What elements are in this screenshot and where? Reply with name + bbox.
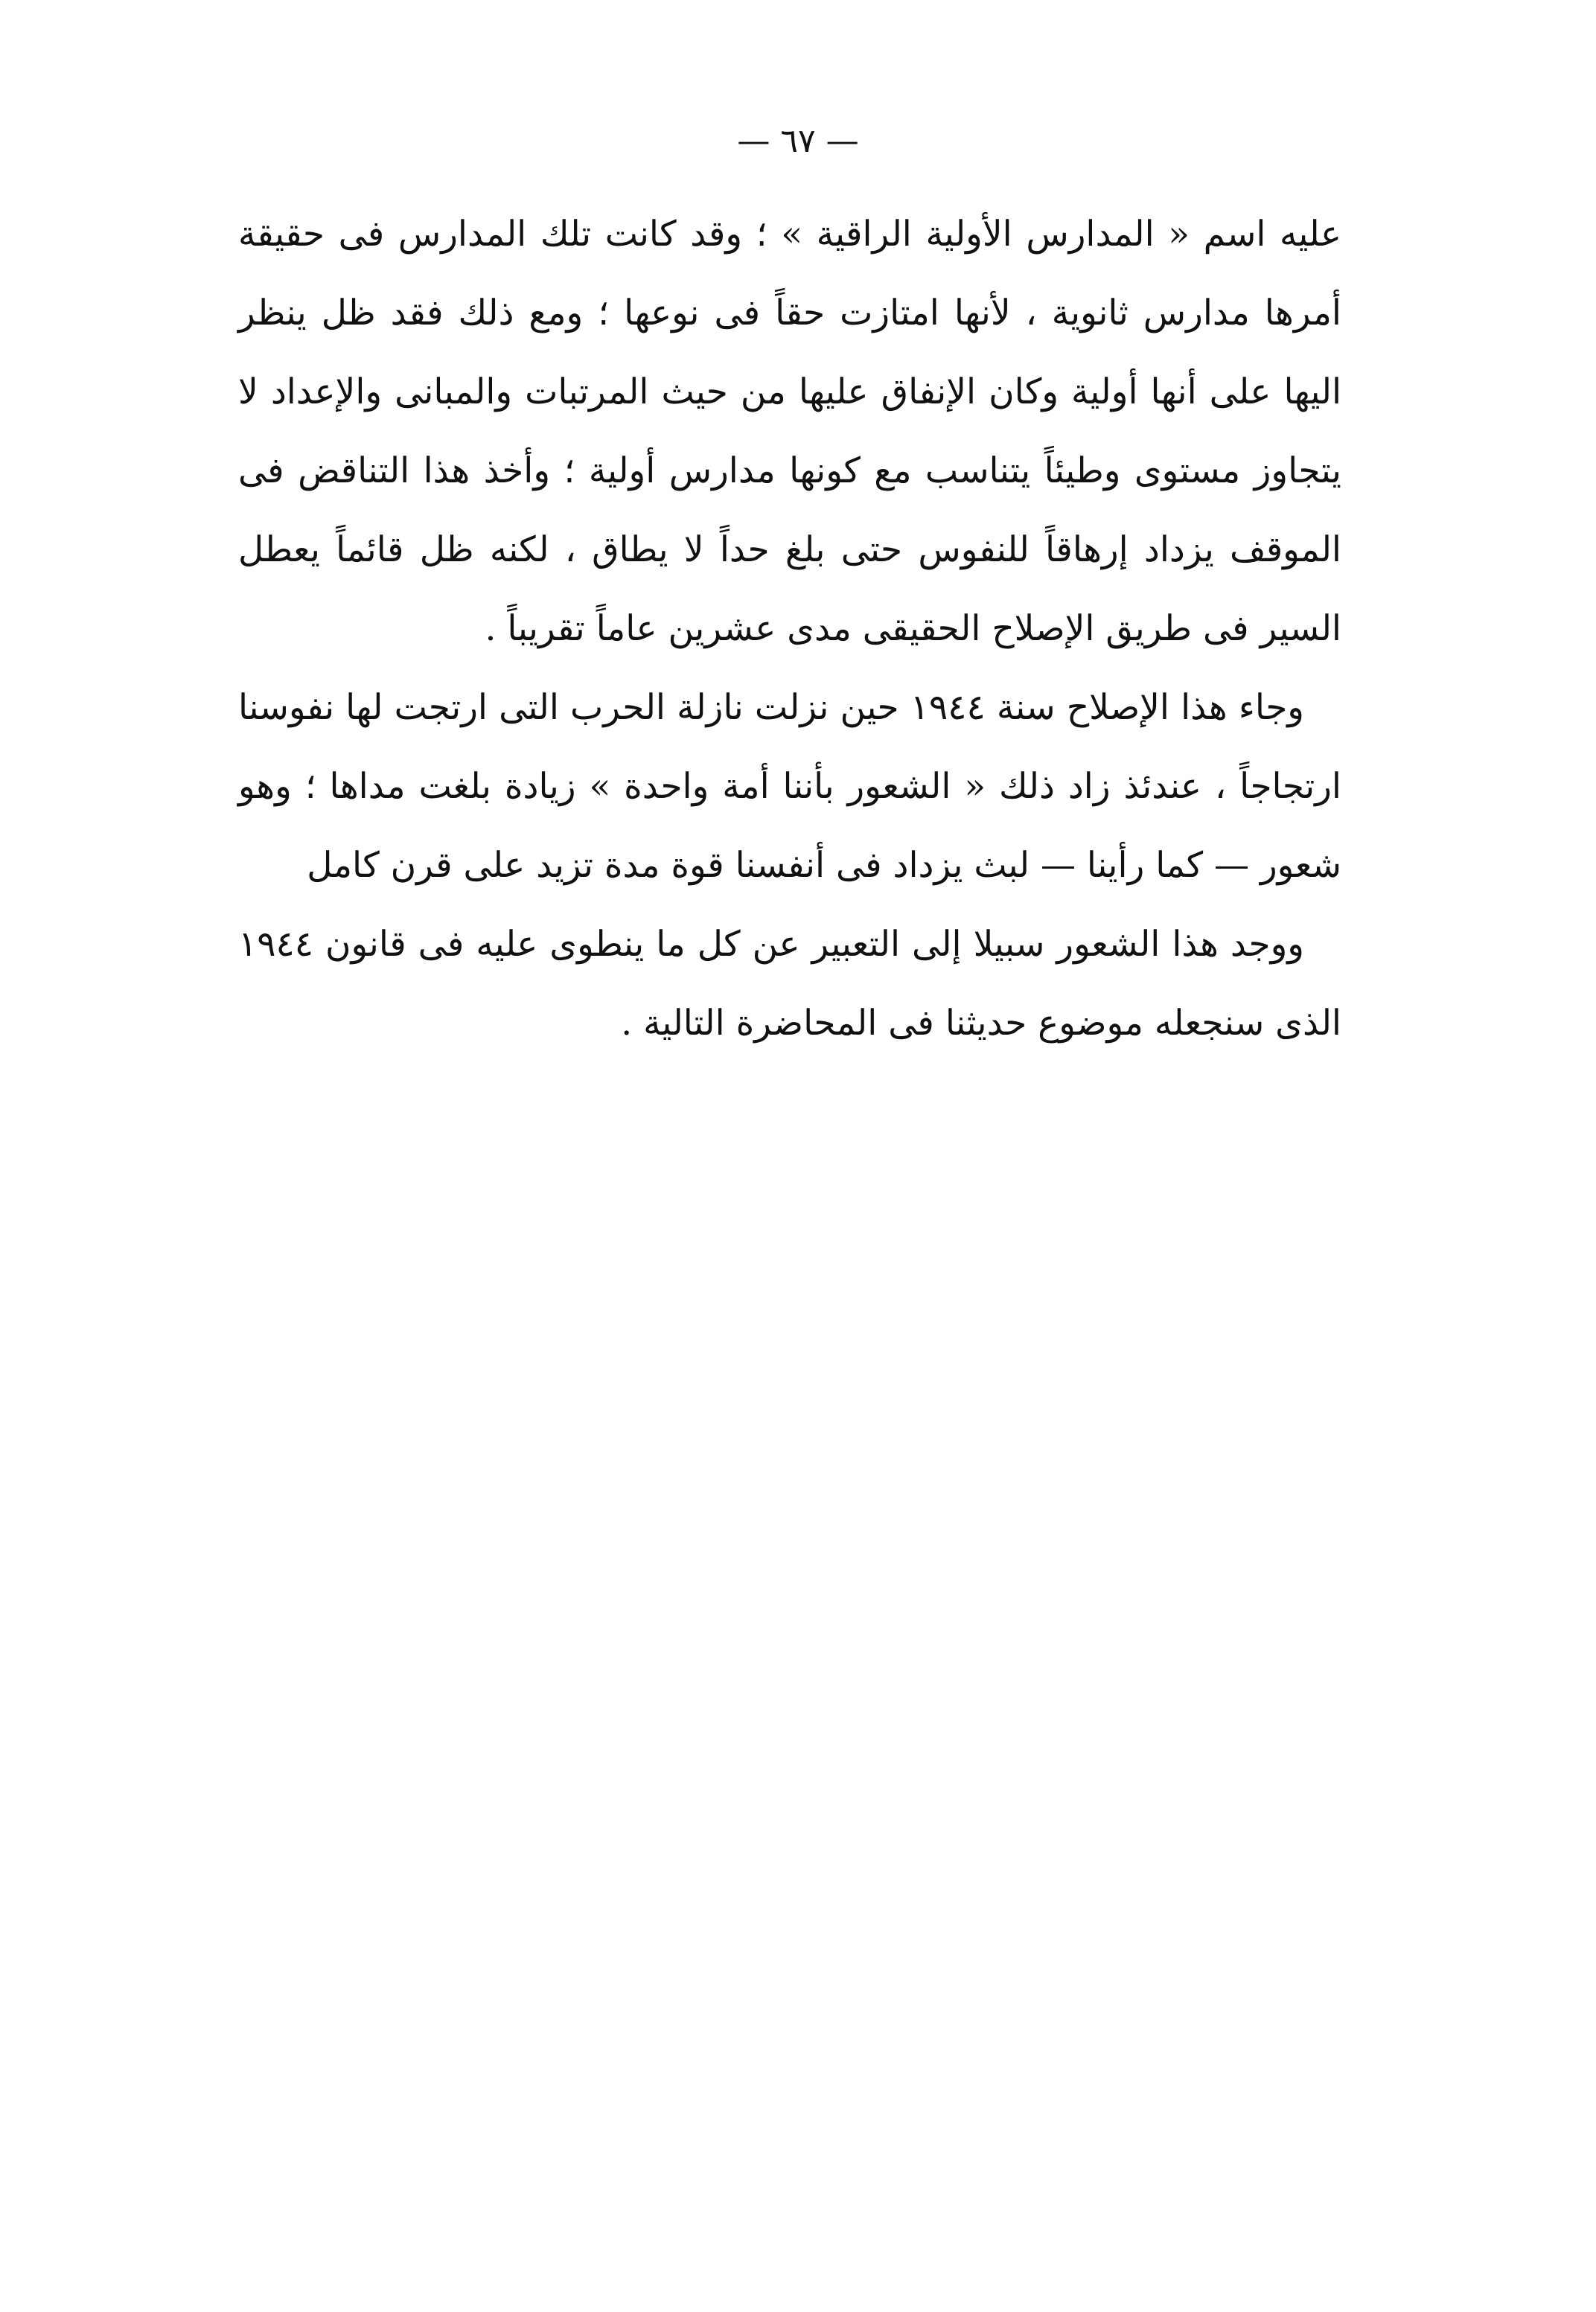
paragraph-2: وجاء هذا الإصلاح سنة ١٩٤٤ حين نزلت نازلة الحرب التى ارتجت لها نفوسنا ارتجاجاً ، عندئذ زاد ذلك « الشعور بأننا أمة واحدة » زيادة بلغت مداها ؛ وهو شعور — كما رأينا — لبث يزداد فى أنفسنا قوة مدة تزيد على قرن كامل — [238, 687, 1341, 886]
page-number: — ٦٧ — — [737, 122, 859, 160]
paragraph-3: ووجد هذا الشعور سبيلا إلى التعبير عن كل ما ينطوى عليه فى قانون ١٩٤٤ الذى سنجعله موضوع حديثنا فى المحاضرة التالية . — [238, 924, 1341, 1044]
paragraph-1: عليه اسم « المدارس الأولية الراقية » ؛ وقد كانت تلك المدارس فى حقيقة أمرها مدارس ثانوية ، لأنها امتازت حقاً فى نوعها ؛ ومع ذلك فقد ظل ينظر اليها على أنها أولية وكان الإنفاق عليها من حيث المرتبات والمبانى والإعداد لا يتجاوز مستوى وطيئاً يتناسب مع كونها مدارس أولية ؛ وأخذ هذا التناقض فى الموقف يزداد إرهاقاً للنفوس حتى بلغ حداً لا يطاق ، لكنه ظل قائماً يعطل السير فى طريق الإصلاح الحقيقى مدى عشرين عاماً تقريباً . — [238, 214, 1341, 649]
body-text — [238, 195, 1341, 1063]
